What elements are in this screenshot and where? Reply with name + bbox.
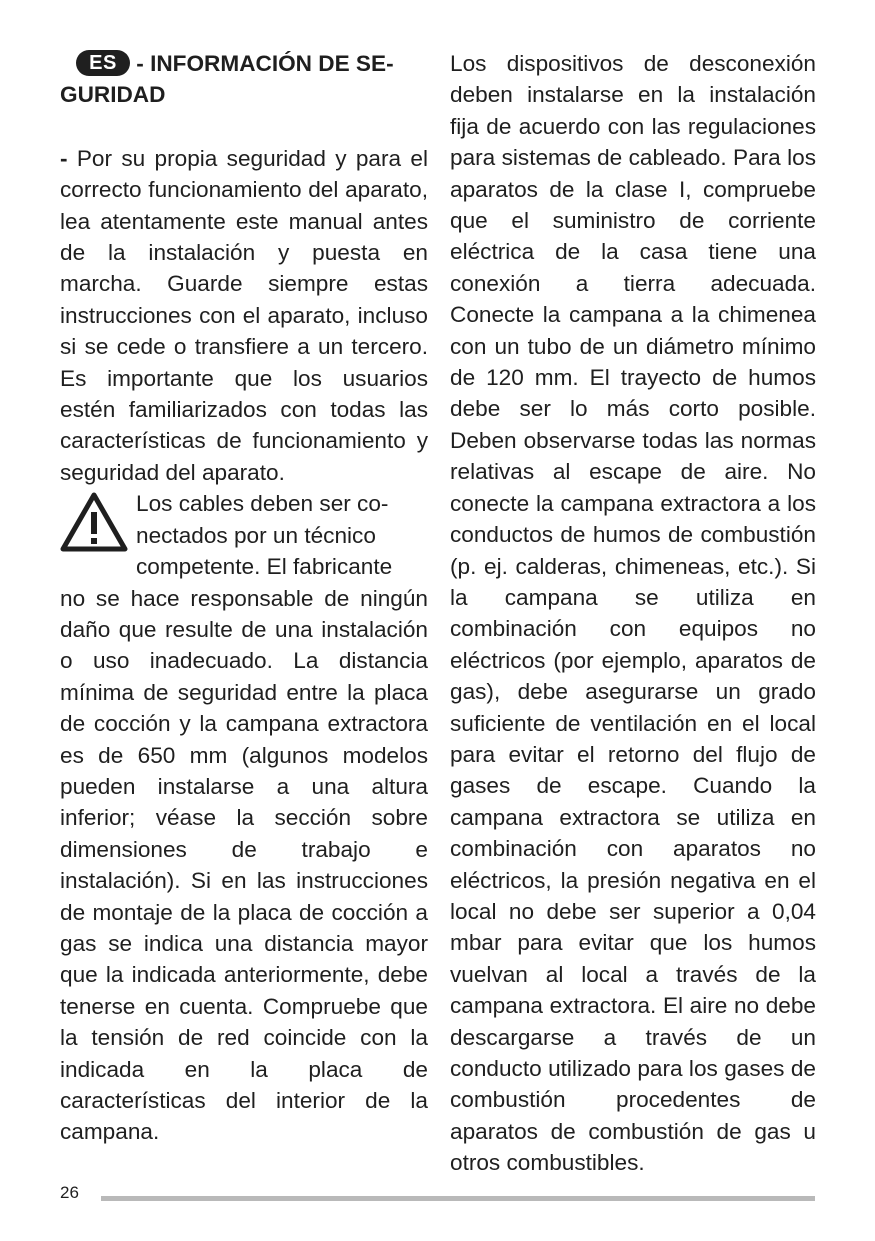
warning-block xyxy=(60,488,428,1148)
warning-line-2: nectados por un técnico xyxy=(136,522,376,548)
warning-line-3: competente. El fabricante xyxy=(136,554,393,580)
heading-title-part2: GURIDAD xyxy=(60,82,166,108)
language-badge: ES xyxy=(76,50,130,76)
intro-text: Por su propia seguridad y para el correcto funcionamiento del aparato, lea atentamente este manual antes de la instalación y puesta en marcha. Guarde siempre estas instrucciones con el aparato, incluso si se cede o transfiere a un tercero. Es importante que los usuarios estén familiarizados con todas las características de funcionamiento y seguridad del aparato. xyxy=(60,145,428,485)
footer-divider xyxy=(101,1196,815,1201)
right-column xyxy=(450,48,816,1179)
intro-paragraph xyxy=(60,143,428,488)
intro-dash: - xyxy=(60,145,68,171)
warning-line-1: Los cables deben ser co- xyxy=(136,491,389,517)
heading-title-part1: - INFORMACIÓN DE SE- xyxy=(136,51,394,76)
right-paragraph: Los dispositivos de desconexión deben instalarse en la instalación fija de acuerdo con las regulaciones para sistemas de cableado. Para los aparatos de la clase I, compruebe que el suministro de corriente eléctrica de la casa tiene una conexión a tierra adecuada. Conecte la campana a la chimenea con un tubo de un diámetro mínimo de 120 mm. El trayecto de humos debe ser lo más corto posible. Deben observarse todas las normas relativas al escape de aire. No conecte la campana extractora a los conductos de humos de combustión (p. ej. calderas, chimeneas, etc.). Si la campana se utiliza en combinación con equipos no eléctricos (por ejemplo, aparatos de gas), debe asegurarse un grado suficiente de ventilación en el local para evitar el retorno del flujo de gases de escape. Cuando la campana extractora se utiliza en combinación con aparatos no eléctricos, la presión negativa en el local no debe ser superior a 0,04 mbar para evitar que los humos vuelvan al local a través de la campana extractora. El aire no debe descargarse a través de un conducto utilizado para los gases de combustión procedentes de aparatos de combustión de gas u otros combustibles. xyxy=(450,51,816,1176)
warning-paragraph: no se hace responsable de ningún daño que resulte de una instalación o uso inadecuado. La distancia mínima de seguridad entre la placa de cocción y la campana extractora es de 650 mm (algunos modelos pueden instalarse a una altura inferior; véase la sección sobre dimensiones de trabajo e instalación). Si en las instrucciones de montaje de la placa de cocción a gas se indica una distancia mayor que la indicada anteriormente, debe tenerse en cuenta. Compruebe que la tensión de red coincide con la indicada en la placa de características del interior de la campana. xyxy=(60,585,428,1145)
left-column xyxy=(60,48,428,1148)
section-heading xyxy=(60,48,428,111)
page-number: 26 xyxy=(60,1183,79,1202)
warning-triangle-icon xyxy=(60,492,128,552)
